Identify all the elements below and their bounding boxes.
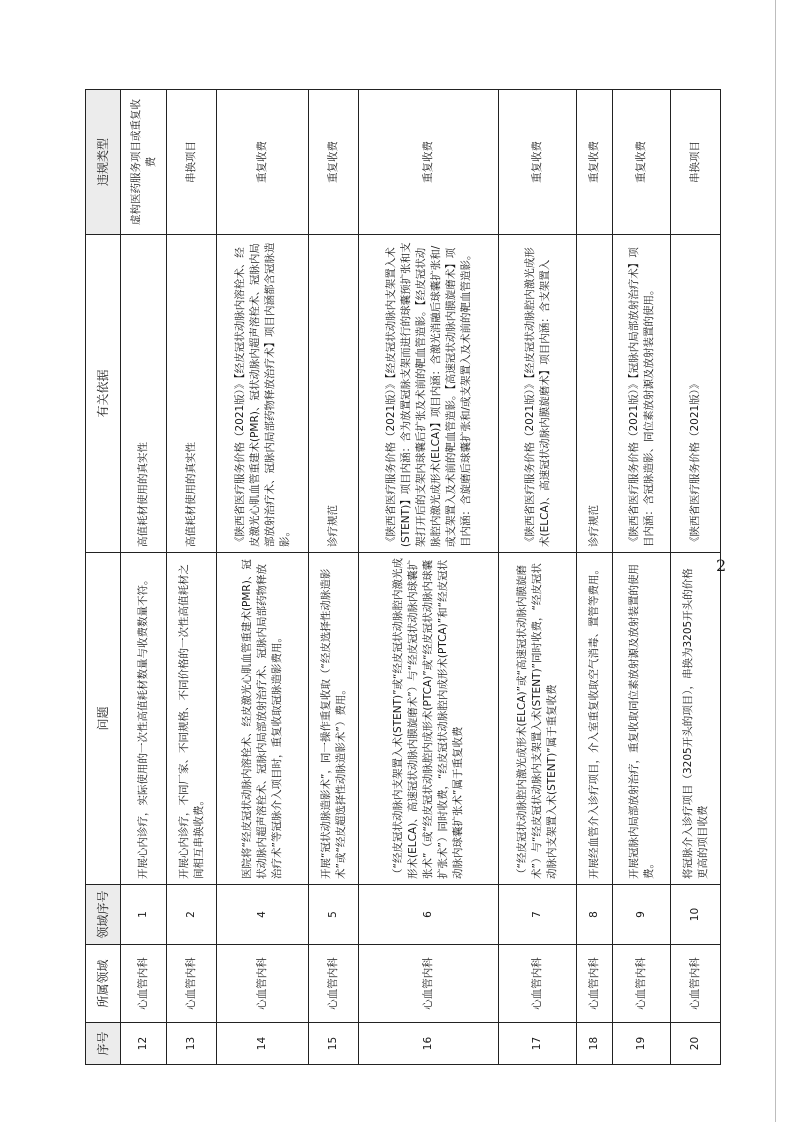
header-domain: 所属领域 xyxy=(86,945,121,1023)
cell-seq: 19 xyxy=(613,1023,671,1065)
cell-domain-seq: 4 xyxy=(217,885,309,945)
cell-seq: 17 xyxy=(499,1023,577,1065)
cell-basis: 《陕西省医疗服务价格（2021版）》【经皮冠状动脉腔内激光成形术(ELCA)、高速冠状动脉内膜旋磨术】项目内涵：含支架置入 xyxy=(499,235,577,553)
cell-domain: 心血管内科 xyxy=(167,945,217,1023)
cell-domain: 心血管内科 xyxy=(121,945,167,1023)
cell-basis: 《陕西省医疗服务价格（2021版）》【冠脉内局部放射治疗术】项目内涵：含冠脉造影、同位素放射源及放射装置的使用。 xyxy=(613,235,671,553)
cell-domain-seq: 1 xyxy=(121,885,167,945)
table-row xyxy=(499,90,577,1065)
rotated-table-container xyxy=(85,90,713,1065)
table-row xyxy=(167,90,217,1065)
cell-domain: 心血管内科 xyxy=(359,945,499,1023)
cell-basis: 《陕西省医疗服务价格（2021版）》【经皮冠状动脉内溶栓术、经皮激光心肌血管重建术(PMR)、冠状动脉内超声溶栓术、冠脉内局部放射治疗术、冠脉内局部药物释放治疗术】项目内涵都含冠脉造影。 xyxy=(217,235,309,553)
cell-seq: 15 xyxy=(309,1023,359,1065)
cell-domain: 心血管内科 xyxy=(577,945,613,1023)
table-row xyxy=(121,90,167,1065)
table-row xyxy=(217,90,309,1065)
scan-edge-line xyxy=(775,0,776,1122)
cell-type: 重复收费 xyxy=(217,90,309,235)
cell-domain: 心血管内科 xyxy=(499,945,577,1023)
cell-seq: 12 xyxy=(121,1023,167,1065)
cell-domain-seq: 8 xyxy=(577,885,613,945)
cell-domain: 心血管内科 xyxy=(671,945,721,1023)
cell-domain: 心血管内科 xyxy=(217,945,309,1023)
cell-type: 重复收费 xyxy=(499,90,577,235)
cell-domain: 心血管内科 xyxy=(613,945,671,1023)
cell-basis: 《陕西省医疗服务价格（2021版）》 xyxy=(671,235,721,553)
table-row xyxy=(359,90,499,1065)
cell-domain-seq: 7 xyxy=(499,885,577,945)
cell-problem: 开展心内诊疗，实际使用的一次性高值耗材数量与收费数量不符。 xyxy=(121,553,167,885)
cell-basis: 诊疗规范 xyxy=(577,235,613,553)
header-row xyxy=(86,90,121,1065)
cell-problem: （“经皮冠状动脉内支架置入术(STENT)”或“经皮冠状动脉腔内激光成形术(ELCA)、高速冠状动脉内膜旋磨术”）与“经皮冠状动脉内球囊扩张术”（或“经皮冠状动脉腔内成形术(PTCA)”或“经皮冠状动脉内球囊扩张术”）同时收费，“经皮冠状动脉腔内成形术(PTCA)”和“经皮冠状动脉内球囊扩张术”属于重复收费 xyxy=(359,553,499,885)
cell-problem: 开展经血管介入诊疗项目，介入室重复收取空气消毒、置管等费用。 xyxy=(577,553,613,885)
cell-basis: 高值耗材使用的真实性 xyxy=(121,235,167,553)
cell-basis: 诊疗规范 xyxy=(309,235,359,553)
page-number: 2 xyxy=(716,556,727,575)
table-row xyxy=(309,90,359,1065)
cell-domain-seq: 5 xyxy=(309,885,359,945)
cell-type: 虚构医药服务项目或重复收费 xyxy=(121,90,167,235)
cell-seq: 14 xyxy=(217,1023,309,1065)
cell-basis: 高值耗材使用的真实性 xyxy=(167,235,217,553)
cell-domain-seq: 9 xyxy=(613,885,671,945)
table-row xyxy=(671,90,721,1065)
cell-domain-seq: 6 xyxy=(359,885,499,945)
violation-table xyxy=(85,89,721,1065)
cell-basis: 《陕西省医疗服务价格（2021版）》【经皮冠状动脉内支架置入术(STENT)】项目内涵：含为放置冠脉支架而进行的球囊预扩张和支架打开后的支架内球囊后扩张及术前的靶血管造影。【经皮冠状动脉腔内激光成形术(ELCA)】项目内涵：含激光消融后球囊扩张和/或支架置入及术前的靶血管造影。【高速冠状动脉内膜旋磨术】项目内涵：含旋磨后球囊扩张和/或支架置入及术前的靶血管造影。 xyxy=(359,235,499,553)
table-row xyxy=(577,90,613,1065)
cell-type: 重复收费 xyxy=(613,90,671,235)
cell-seq: 18 xyxy=(577,1023,613,1065)
cell-type: 重复收费 xyxy=(359,90,499,235)
cell-domain-seq: 10 xyxy=(671,885,721,945)
header-type: 违规类型 xyxy=(86,90,121,235)
header-basis: 有关依据 xyxy=(86,235,121,553)
cell-type: 重复收费 xyxy=(309,90,359,235)
cell-problem: 开展“冠状动脉造影术”，同一操作重复收取（“经皮选择性动脉造影术”或“经皮超选择性动脉造影术”）费用。 xyxy=(309,553,359,885)
cell-seq: 16 xyxy=(359,1023,499,1065)
cell-type: 重复收费 xyxy=(577,90,613,235)
header-problem: 问题 xyxy=(86,553,121,885)
cell-problem: 将冠脉介入诊疗项目（3205开头的项目），串换为3205开头的价格更高的项目收费 xyxy=(671,553,721,885)
cell-problem: 开展冠脉内局部放射治疗，重复收取同位素放射源及放射装置的使用费。 xyxy=(613,553,671,885)
cell-problem: （“经皮冠状动脉腔内激光成形术(ELCA)”或“高速冠状动脉内膜旋磨术”）与“经皮冠状动脉内支架置入术(STENT)”同时收费，“经皮冠状动脉内支架置入术(STENT)”属于重复收费 xyxy=(499,553,577,885)
cell-problem: 开展心内诊疗，不同厂家、不同规格、不同价格的一次性高值耗材之间相互串换收费。 xyxy=(167,553,217,885)
cell-seq: 13 xyxy=(167,1023,217,1065)
cell-problem: 医院将“经皮冠状动脉内溶栓术、经皮激光心肌血管重建术(PMR)、冠状动脉内超声溶栓术、冠脉内局部放射治疗术、冠脉内局部药物释放治疗术”等冠脉介入项目时，重复收取冠脉造影费用。 xyxy=(217,553,309,885)
cell-type: 串换项目 xyxy=(167,90,217,235)
table-row xyxy=(613,90,671,1065)
header-domain-seq: 领域序号 xyxy=(86,885,121,945)
header-seq: 序号 xyxy=(86,1023,121,1065)
cell-seq: 20 xyxy=(671,1023,721,1065)
cell-domain-seq: 2 xyxy=(167,885,217,945)
cell-domain: 心血管内科 xyxy=(309,945,359,1023)
cell-type: 串换项目 xyxy=(671,90,721,235)
